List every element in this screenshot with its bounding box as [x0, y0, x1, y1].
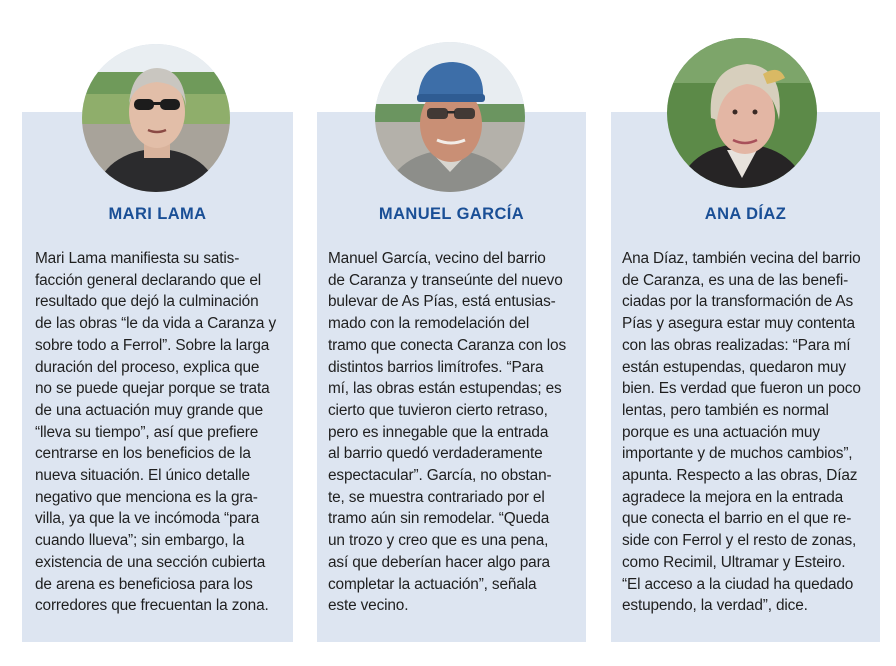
text-line: ciadas por la transformación de As [622, 293, 854, 311]
text-line: apunta. Respecto a las obras, Díaz [622, 467, 858, 485]
quote-text-mari-lama [35, 248, 276, 617]
portrait-photo-mari-lama [82, 44, 230, 192]
text-line: nueva situación. El único detalle [35, 467, 250, 485]
text-line: así que deberían hacer algo para [328, 553, 550, 571]
text-line: “El acceso a la ciudad ha quedado [622, 575, 854, 593]
text-line: tramo aún sin remodelar. “Queda [328, 510, 550, 528]
text-line: mado con la remodelación del [328, 315, 530, 333]
text-line: bien. Es verdad que fueron un poco [622, 380, 861, 398]
text-line: mí, las obras están estupendas; es [328, 380, 562, 398]
quote-text-ana-diaz [622, 248, 861, 617]
text-line: corredores que frecuentan la zona. [35, 597, 269, 615]
text-line: Mari Lama manifiesta su satis- [35, 250, 240, 267]
text-line: centrarse en los beneficios de la [35, 445, 251, 463]
text-line: importante y de muchos cambios”, [622, 445, 853, 463]
text-line: distintos barrios limítrofes. “Para [328, 358, 544, 376]
text-line: cuando llueva”; sin embargo, la [35, 532, 245, 550]
text-line: al barrio quedó verdaderamente [328, 445, 543, 463]
text-line: un trozo y creo que es una pena, [328, 532, 549, 550]
text-line: Manuel García, vecino del barrio [328, 250, 546, 267]
person-name: MANUEL GARCÍA [378, 205, 525, 223]
text-line: pero es innegable que la entrada [328, 423, 549, 441]
text-line: negativo que menciona es la gra- [35, 488, 258, 506]
text-line: side con Ferrol y el resto de zonas, [622, 532, 857, 550]
person-name: MARI LAMA [108, 205, 207, 223]
text-line: de una actuación muy grande que [35, 401, 264, 419]
text-line: de las obras “le da vida a Caranza y [35, 315, 276, 333]
text-line: no se puede quejar porque se trata [35, 380, 270, 398]
text-line: como Recimil, Ultramar y Esteiro. [622, 553, 846, 571]
text-line: que conecta el barrio en el que re- [622, 510, 852, 528]
text-line: villa, ya que la ve incómoda “para [35, 510, 260, 528]
text-line: este vecino. [328, 597, 409, 615]
text-line: completar la actuación”, señala [328, 575, 537, 593]
text-line: estupendo, la verdad”, dice. [622, 597, 808, 615]
text-line: agradece la mejora en la entrada [622, 488, 844, 506]
text-line: duración del proceso, explica que [35, 358, 260, 376]
text-line: resultado que dejó la culminación [35, 293, 259, 311]
text-line: de Caranza, es una de las benefi- [622, 271, 849, 289]
text-line: de Caranza y transeúnte del nuevo [328, 271, 563, 289]
portrait-photo-ana-diaz [667, 38, 817, 188]
text-line: “lleva su tiempo”, así que prefiere [35, 423, 259, 441]
text-line: de arena es beneficiosa para los [35, 575, 253, 593]
text-line: facción general declarando que el [35, 271, 262, 289]
text-line: tramo que conecta Caranza con los [328, 336, 567, 354]
text-line: bulevar de As Pías, está entusias- [328, 293, 556, 311]
text-line: Pías y asegura estar muy contenta [622, 315, 855, 333]
text-line: están estupendas, quedaron muy [622, 358, 846, 376]
quote-text-manuel-garcia [328, 248, 566, 617]
text-line: te, se muestra contrariado por el [328, 488, 545, 506]
text-line: existencia de una sección cubierta [35, 553, 266, 571]
text-line: lentas, pero también es normal [622, 401, 829, 419]
text-line: porque es una actuación muy [622, 423, 820, 441]
text-line: con las obras realizadas: “Para mí [622, 336, 851, 354]
text-line: Ana Díaz, también vecina del barrio [622, 250, 861, 267]
person-name: ANA DÍAZ [704, 205, 787, 223]
text-line: cierto que tuvieron cierto retraso, [328, 401, 548, 419]
portrait-photo-manuel-garcia [375, 42, 525, 192]
text-line: sobre todo a Ferrol”. Sobre la larga [35, 336, 270, 354]
text-line: espectacular”. García, no obstan- [328, 467, 552, 485]
